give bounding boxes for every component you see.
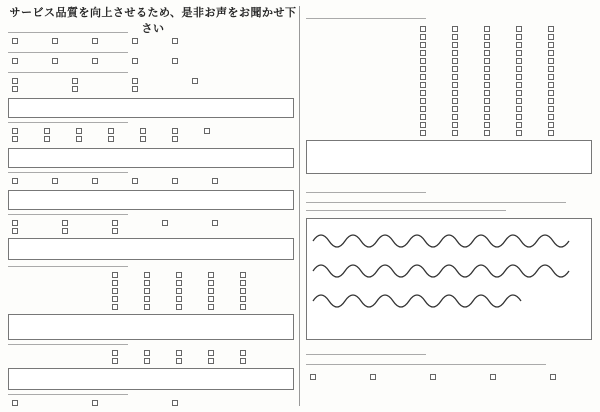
checkbox[interactable] bbox=[484, 114, 490, 120]
checkbox[interactable] bbox=[12, 38, 18, 44]
checkbox[interactable] bbox=[420, 50, 426, 56]
checkbox[interactable] bbox=[452, 114, 458, 120]
checkbox[interactable] bbox=[548, 122, 554, 128]
question-line bbox=[8, 72, 128, 73]
checkbox-row bbox=[12, 58, 290, 64]
checkbox-row bbox=[310, 82, 588, 88]
checkbox[interactable] bbox=[108, 128, 114, 134]
checkbox-row bbox=[310, 374, 588, 380]
checkbox[interactable] bbox=[76, 128, 82, 134]
checkbox-row bbox=[12, 272, 290, 278]
question-line bbox=[8, 266, 128, 267]
question-line bbox=[8, 394, 128, 395]
left-column bbox=[8, 24, 294, 406]
checkbox[interactable] bbox=[92, 400, 98, 406]
checkbox[interactable] bbox=[516, 50, 522, 56]
checkbox[interactable] bbox=[140, 136, 146, 142]
checkbox-row bbox=[310, 114, 588, 120]
checkbox[interactable] bbox=[12, 128, 18, 134]
checkbox[interactable] bbox=[44, 136, 50, 142]
checkbox[interactable] bbox=[112, 358, 118, 364]
checkbox[interactable] bbox=[516, 74, 522, 80]
checkbox[interactable] bbox=[172, 400, 178, 406]
question-line bbox=[306, 210, 506, 211]
checkbox[interactable] bbox=[132, 178, 138, 184]
checkbox[interactable] bbox=[420, 82, 426, 88]
checkbox[interactable] bbox=[484, 26, 490, 32]
checkbox[interactable] bbox=[548, 26, 554, 32]
question-line bbox=[8, 344, 128, 345]
checkbox[interactable] bbox=[176, 272, 182, 278]
checkbox-row bbox=[12, 228, 290, 234]
checkbox[interactable] bbox=[208, 280, 214, 286]
checkbox[interactable] bbox=[132, 78, 138, 84]
question-line bbox=[8, 32, 128, 33]
question-line bbox=[306, 202, 566, 203]
checkbox[interactable] bbox=[484, 106, 490, 112]
checkbox-row bbox=[12, 220, 290, 226]
checkbox-row bbox=[310, 58, 588, 64]
checkbox[interactable] bbox=[176, 304, 182, 310]
checkbox[interactable] bbox=[208, 350, 214, 356]
checkbox[interactable] bbox=[162, 220, 168, 226]
checkbox[interactable] bbox=[208, 272, 214, 278]
checkbox[interactable] bbox=[548, 34, 554, 40]
checkbox[interactable] bbox=[420, 130, 426, 136]
checkbox[interactable] bbox=[310, 374, 316, 380]
checkbox[interactable] bbox=[112, 228, 118, 234]
checkbox[interactable] bbox=[420, 26, 426, 32]
checkbox[interactable] bbox=[452, 58, 458, 64]
checkbox[interactable] bbox=[108, 136, 114, 142]
checkbox[interactable] bbox=[484, 130, 490, 136]
checkbox[interactable] bbox=[212, 178, 218, 184]
checkbox[interactable] bbox=[550, 374, 556, 380]
checkbox[interactable] bbox=[484, 50, 490, 56]
question-line bbox=[306, 354, 426, 355]
checkbox[interactable] bbox=[52, 178, 58, 184]
checkbox[interactable] bbox=[12, 400, 18, 406]
checkbox-row bbox=[310, 122, 588, 128]
checkbox[interactable] bbox=[92, 178, 98, 184]
checkbox[interactable] bbox=[548, 106, 554, 112]
checkbox[interactable] bbox=[144, 304, 150, 310]
checkbox[interactable] bbox=[548, 98, 554, 104]
checkbox[interactable] bbox=[370, 374, 376, 380]
checkbox[interactable] bbox=[172, 38, 178, 44]
checkbox[interactable] bbox=[12, 58, 18, 64]
checkbox[interactable] bbox=[52, 58, 58, 64]
checkbox[interactable] bbox=[484, 74, 490, 80]
checkbox[interactable] bbox=[516, 98, 522, 104]
checkbox[interactable] bbox=[452, 34, 458, 40]
checkbox[interactable] bbox=[516, 130, 522, 136]
checkbox[interactable] bbox=[144, 350, 150, 356]
checkbox[interactable] bbox=[490, 374, 496, 380]
form-title: サービス品質を向上させるため、是非お声をお聞かせ下さい bbox=[9, 6, 297, 35]
checkbox[interactable] bbox=[240, 350, 246, 356]
checkbox[interactable] bbox=[208, 296, 214, 302]
checkbox[interactable] bbox=[516, 42, 522, 48]
checkbox[interactable] bbox=[140, 128, 146, 134]
question-line bbox=[306, 364, 546, 365]
checkbox[interactable] bbox=[240, 304, 246, 310]
checkbox[interactable] bbox=[516, 58, 522, 64]
checkbox[interactable] bbox=[452, 42, 458, 48]
checkbox[interactable] bbox=[176, 350, 182, 356]
question-line bbox=[306, 18, 426, 19]
checkbox[interactable] bbox=[62, 228, 68, 234]
checkbox[interactable] bbox=[208, 358, 214, 364]
checkbox-row bbox=[12, 400, 290, 406]
checkbox[interactable] bbox=[484, 34, 490, 40]
checkbox[interactable] bbox=[420, 90, 426, 96]
comment-box[interactable] bbox=[8, 98, 294, 118]
checkbox[interactable] bbox=[72, 86, 78, 92]
right-column bbox=[306, 24, 592, 406]
checkbox[interactable] bbox=[548, 50, 554, 56]
checkbox[interactable] bbox=[176, 296, 182, 302]
checkbox[interactable] bbox=[484, 82, 490, 88]
comment-box[interactable] bbox=[8, 368, 294, 390]
free-comment-box[interactable] bbox=[306, 218, 592, 340]
checkbox[interactable] bbox=[484, 122, 490, 128]
checkbox-row bbox=[12, 38, 290, 44]
checkbox[interactable] bbox=[516, 90, 522, 96]
checkbox[interactable] bbox=[52, 38, 58, 44]
checkbox[interactable] bbox=[112, 350, 118, 356]
checkbox[interactable] bbox=[420, 74, 426, 80]
checkbox[interactable] bbox=[92, 38, 98, 44]
checkbox[interactable] bbox=[208, 288, 214, 294]
question-line bbox=[8, 172, 128, 173]
checkbox[interactable] bbox=[112, 280, 118, 286]
question-line bbox=[306, 192, 426, 193]
checkbox-row bbox=[310, 66, 588, 72]
checkbox[interactable] bbox=[452, 106, 458, 112]
checkbox-row bbox=[12, 280, 290, 286]
checkbox[interactable] bbox=[172, 58, 178, 64]
checkbox[interactable] bbox=[420, 34, 426, 40]
checkbox[interactable] bbox=[112, 304, 118, 310]
checkbox-row bbox=[310, 34, 588, 40]
checkbox-row bbox=[12, 304, 290, 310]
checkbox[interactable] bbox=[12, 178, 18, 184]
checkbox[interactable] bbox=[144, 296, 150, 302]
checkbox[interactable] bbox=[452, 66, 458, 72]
checkbox[interactable] bbox=[12, 86, 18, 92]
checkbox-row bbox=[12, 296, 290, 302]
checkbox[interactable] bbox=[132, 86, 138, 92]
checkbox[interactable] bbox=[420, 114, 426, 120]
question-line bbox=[8, 214, 128, 215]
checkbox[interactable] bbox=[212, 220, 218, 226]
checkbox[interactable] bbox=[420, 122, 426, 128]
checkbox[interactable] bbox=[144, 288, 150, 294]
checkbox[interactable] bbox=[176, 288, 182, 294]
checkbox[interactable] bbox=[192, 78, 198, 84]
checkbox[interactable] bbox=[452, 82, 458, 88]
checkbox[interactable] bbox=[112, 272, 118, 278]
comment-box[interactable] bbox=[8, 148, 294, 168]
checkbox[interactable] bbox=[548, 42, 554, 48]
checkbox[interactable] bbox=[240, 280, 246, 286]
checkbox[interactable] bbox=[208, 304, 214, 310]
checkbox[interactable] bbox=[44, 128, 50, 134]
comment-box[interactable] bbox=[8, 238, 294, 260]
comment-box[interactable] bbox=[8, 190, 294, 210]
checkbox[interactable] bbox=[240, 272, 246, 278]
checkbox[interactable] bbox=[72, 78, 78, 84]
checkbox-row bbox=[12, 288, 290, 294]
checkbox[interactable] bbox=[144, 358, 150, 364]
checkbox[interactable] bbox=[452, 130, 458, 136]
checkbox[interactable] bbox=[144, 280, 150, 286]
checkbox[interactable] bbox=[452, 90, 458, 96]
checkbox[interactable] bbox=[420, 58, 426, 64]
checkbox[interactable] bbox=[420, 42, 426, 48]
checkbox[interactable] bbox=[132, 38, 138, 44]
checkbox[interactable] bbox=[76, 136, 82, 142]
checkbox[interactable] bbox=[144, 272, 150, 278]
checkbox-row bbox=[310, 42, 588, 48]
checkbox[interactable] bbox=[204, 128, 210, 134]
checkbox-row bbox=[12, 136, 290, 142]
checkbox[interactable] bbox=[484, 42, 490, 48]
checkbox[interactable] bbox=[548, 114, 554, 120]
checkbox-row bbox=[12, 128, 290, 134]
checkbox-row bbox=[310, 106, 588, 112]
checkbox[interactable] bbox=[12, 220, 18, 226]
checkbox[interactable] bbox=[548, 82, 554, 88]
checkbox-row bbox=[310, 98, 588, 104]
checkbox[interactable] bbox=[548, 90, 554, 96]
checkbox[interactable] bbox=[516, 122, 522, 128]
checkbox[interactable] bbox=[548, 58, 554, 64]
checkbox-row bbox=[12, 86, 290, 92]
checkbox[interactable] bbox=[172, 128, 178, 134]
checkbox[interactable] bbox=[452, 26, 458, 32]
checkbox[interactable] bbox=[240, 296, 246, 302]
checkbox[interactable] bbox=[12, 228, 18, 234]
checkbox[interactable] bbox=[548, 130, 554, 136]
checkbox[interactable] bbox=[92, 58, 98, 64]
checkbox-row bbox=[12, 358, 290, 364]
checkbox[interactable] bbox=[484, 98, 490, 104]
checkbox-row bbox=[310, 50, 588, 56]
checkbox[interactable] bbox=[516, 34, 522, 40]
checkbox[interactable] bbox=[452, 50, 458, 56]
checkbox[interactable] bbox=[112, 296, 118, 302]
checkbox-row bbox=[12, 178, 290, 184]
checkbox[interactable] bbox=[112, 288, 118, 294]
checkbox[interactable] bbox=[176, 280, 182, 286]
checkbox[interactable] bbox=[484, 90, 490, 96]
checkbox-row bbox=[12, 78, 290, 84]
handwritten-comment bbox=[307, 219, 591, 339]
checkbox[interactable] bbox=[172, 136, 178, 142]
checkbox[interactable] bbox=[516, 26, 522, 32]
checkbox[interactable] bbox=[62, 220, 68, 226]
comment-box[interactable] bbox=[8, 314, 294, 340]
checkbox-row bbox=[310, 90, 588, 96]
checkbox[interactable] bbox=[12, 136, 18, 142]
checkbox[interactable] bbox=[484, 58, 490, 64]
checkbox[interactable] bbox=[484, 66, 490, 72]
checkbox[interactable] bbox=[516, 66, 522, 72]
checkbox[interactable] bbox=[430, 374, 436, 380]
checkbox[interactable] bbox=[516, 114, 522, 120]
checkbox-row bbox=[12, 350, 290, 356]
checkbox[interactable] bbox=[12, 78, 18, 84]
question-line bbox=[8, 122, 128, 123]
checkbox[interactable] bbox=[420, 106, 426, 112]
checkbox[interactable] bbox=[548, 66, 554, 72]
checkbox[interactable] bbox=[516, 106, 522, 112]
checkbox[interactable] bbox=[176, 358, 182, 364]
checkbox[interactable] bbox=[112, 220, 118, 226]
checkbox-row bbox=[310, 74, 588, 80]
column-divider bbox=[299, 6, 300, 406]
checkbox[interactable] bbox=[452, 122, 458, 128]
checkbox-row bbox=[310, 130, 588, 136]
checkbox[interactable] bbox=[452, 98, 458, 104]
checkbox[interactable] bbox=[240, 358, 246, 364]
checkbox[interactable] bbox=[172, 178, 178, 184]
question-line bbox=[8, 52, 128, 53]
checkbox[interactable] bbox=[420, 66, 426, 72]
checkbox[interactable] bbox=[132, 58, 138, 64]
checkbox[interactable] bbox=[452, 74, 458, 80]
checkbox[interactable] bbox=[548, 74, 554, 80]
comment-box[interactable] bbox=[306, 140, 592, 174]
checkbox[interactable] bbox=[516, 82, 522, 88]
checkbox[interactable] bbox=[420, 98, 426, 104]
checkbox-row bbox=[310, 26, 588, 32]
checkbox[interactable] bbox=[240, 288, 246, 294]
